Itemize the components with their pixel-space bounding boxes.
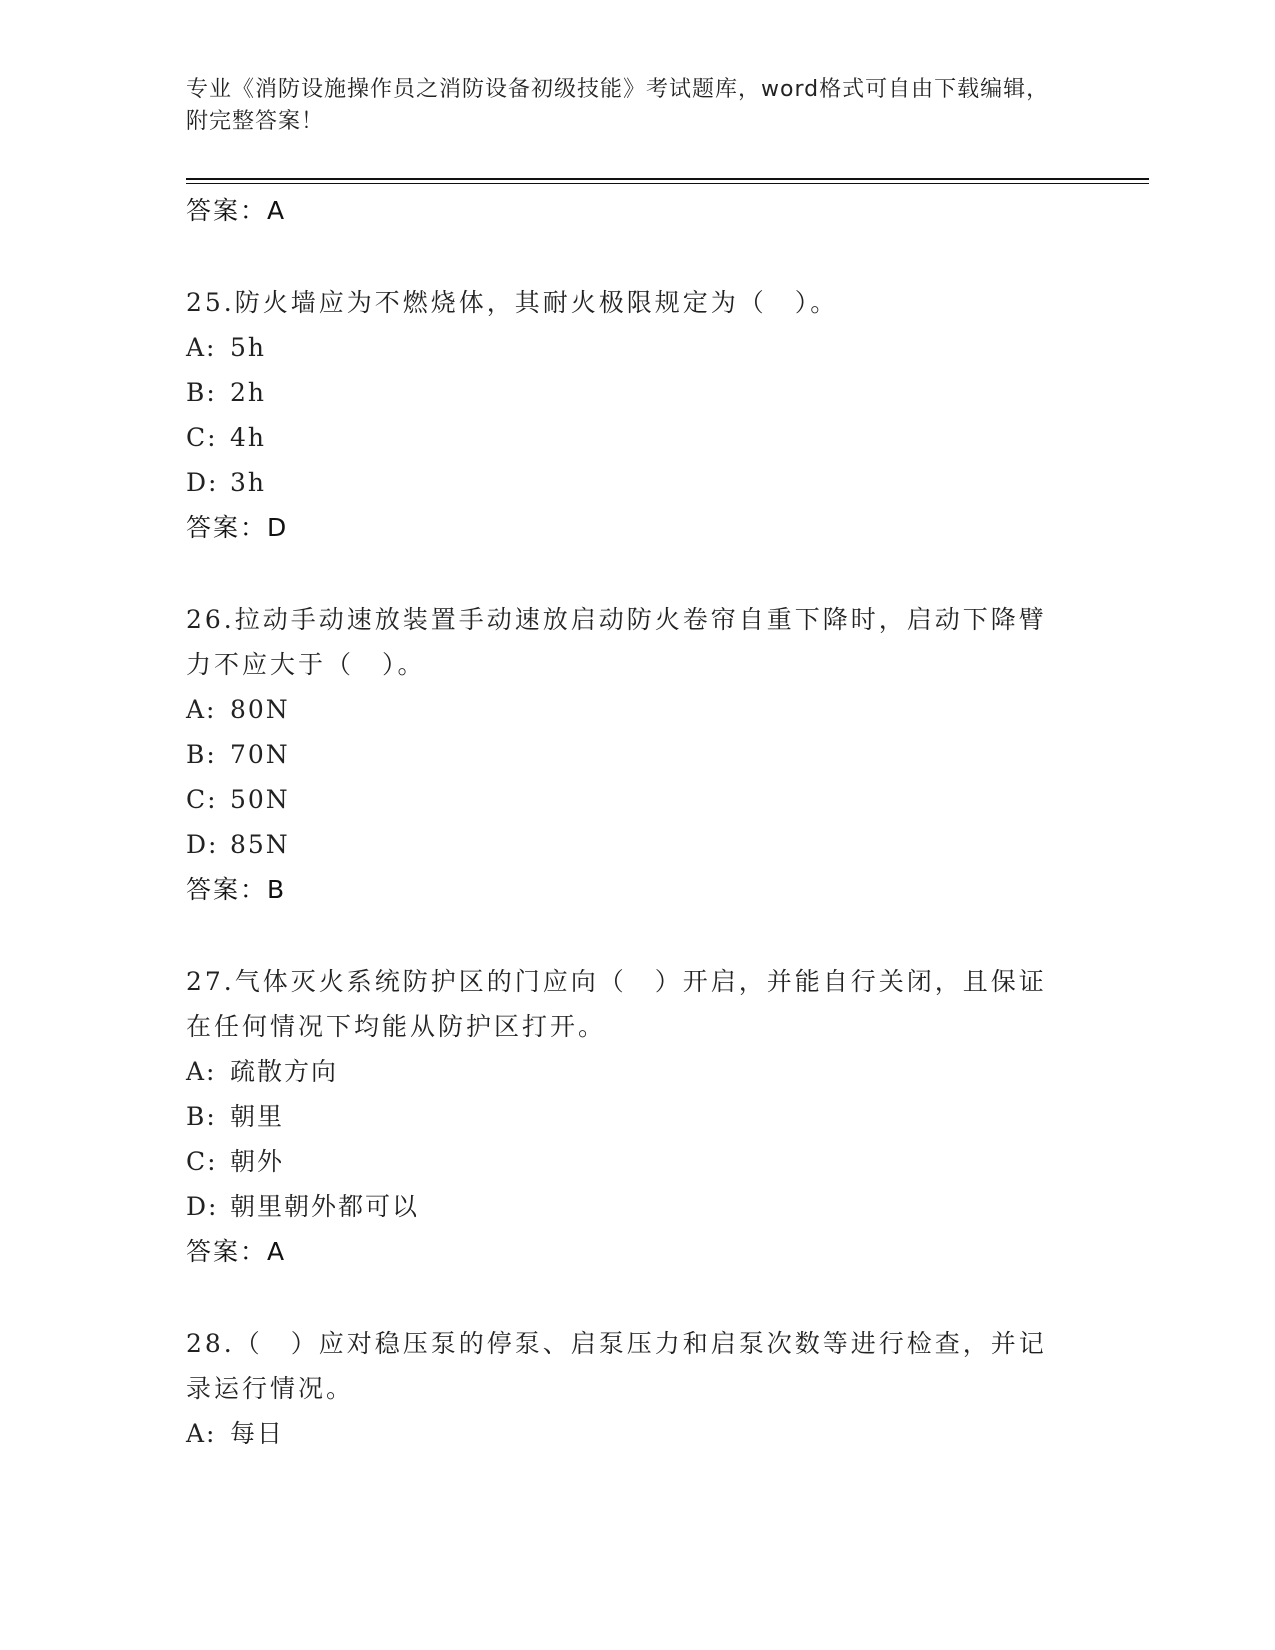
header-divider-thin [186, 183, 1149, 184]
question-text: 26.拉动手动速放装置手动速放启动防火卷帘自重下降时，启动下降臂力不应大于（ ）。 [186, 605, 1047, 679]
option-c [186, 1139, 1086, 1184]
option-c [186, 415, 1086, 460]
option-d [186, 1184, 1086, 1229]
option-d [186, 460, 1086, 505]
option-letter: A: [186, 1057, 217, 1086]
option-letter: A: [186, 1419, 217, 1448]
option-letter: B: [186, 1102, 217, 1131]
option-letter: D: [186, 468, 219, 497]
option-c [186, 777, 1086, 822]
option-letter: A: [186, 333, 217, 362]
option-text: 50N [230, 785, 290, 814]
option-letter: B: [186, 378, 217, 407]
option-d [186, 822, 1086, 867]
option-b [186, 732, 1086, 777]
option-text: 5h [230, 333, 267, 362]
option-letter: A: [186, 695, 217, 724]
option-text: 85N [230, 830, 290, 859]
option-text: 80N [230, 695, 290, 724]
question-block [186, 959, 1086, 1275]
option-letter: C: [186, 1147, 218, 1176]
option-text: 朝里 [230, 1102, 285, 1131]
option-text: 2h [230, 378, 267, 407]
option-letter: C: [186, 785, 218, 814]
option-letter: D: [186, 830, 219, 859]
question-block [186, 280, 1086, 551]
header-divider-thick [186, 178, 1149, 180]
option-text: 疏散方向 [230, 1057, 339, 1086]
option-a [186, 325, 1086, 370]
question-block [186, 1321, 1086, 1456]
option-a [186, 1411, 1086, 1456]
option-b [186, 370, 1086, 415]
answer-line: 答案：B [186, 875, 287, 904]
answer-line: 答案：D [186, 513, 289, 542]
option-letter: C: [186, 423, 218, 452]
option-text: 每日 [230, 1419, 285, 1448]
option-text: 70N [230, 740, 290, 769]
option-a [186, 687, 1086, 732]
option-letter: B: [186, 740, 217, 769]
option-text: 4h [230, 423, 267, 452]
question-list [186, 188, 1086, 1456]
option-letter: D: [186, 1192, 219, 1221]
question-text: 25.防火墙应为不燃烧体，其耐火极限规定为（ ）。 [186, 288, 839, 317]
question-text: 28.（ ）应对稳压泵的停泵、启泵压力和启泵次数等进行检查，并记录运行情况。 [186, 1329, 1047, 1403]
option-text: 朝外 [230, 1147, 285, 1176]
page-header: 专业《消防设施操作员之消防设备初级技能》考试题库，word格式可自由下载编辑，附完整答案！ [186, 77, 1050, 134]
option-a [186, 1049, 1086, 1094]
answer-line: 答案：A [186, 196, 287, 225]
question-block [186, 597, 1086, 913]
option-text: 3h [230, 468, 267, 497]
answer-line: 答案：A [186, 1237, 287, 1266]
question-text: 27.气体灭火系统防护区的门应向（ ）开启，并能自行关闭，且保证在任何情况下均能从防护区打开。 [186, 967, 1047, 1041]
option-text: 朝里朝外都可以 [230, 1192, 420, 1221]
option-b [186, 1094, 1086, 1139]
